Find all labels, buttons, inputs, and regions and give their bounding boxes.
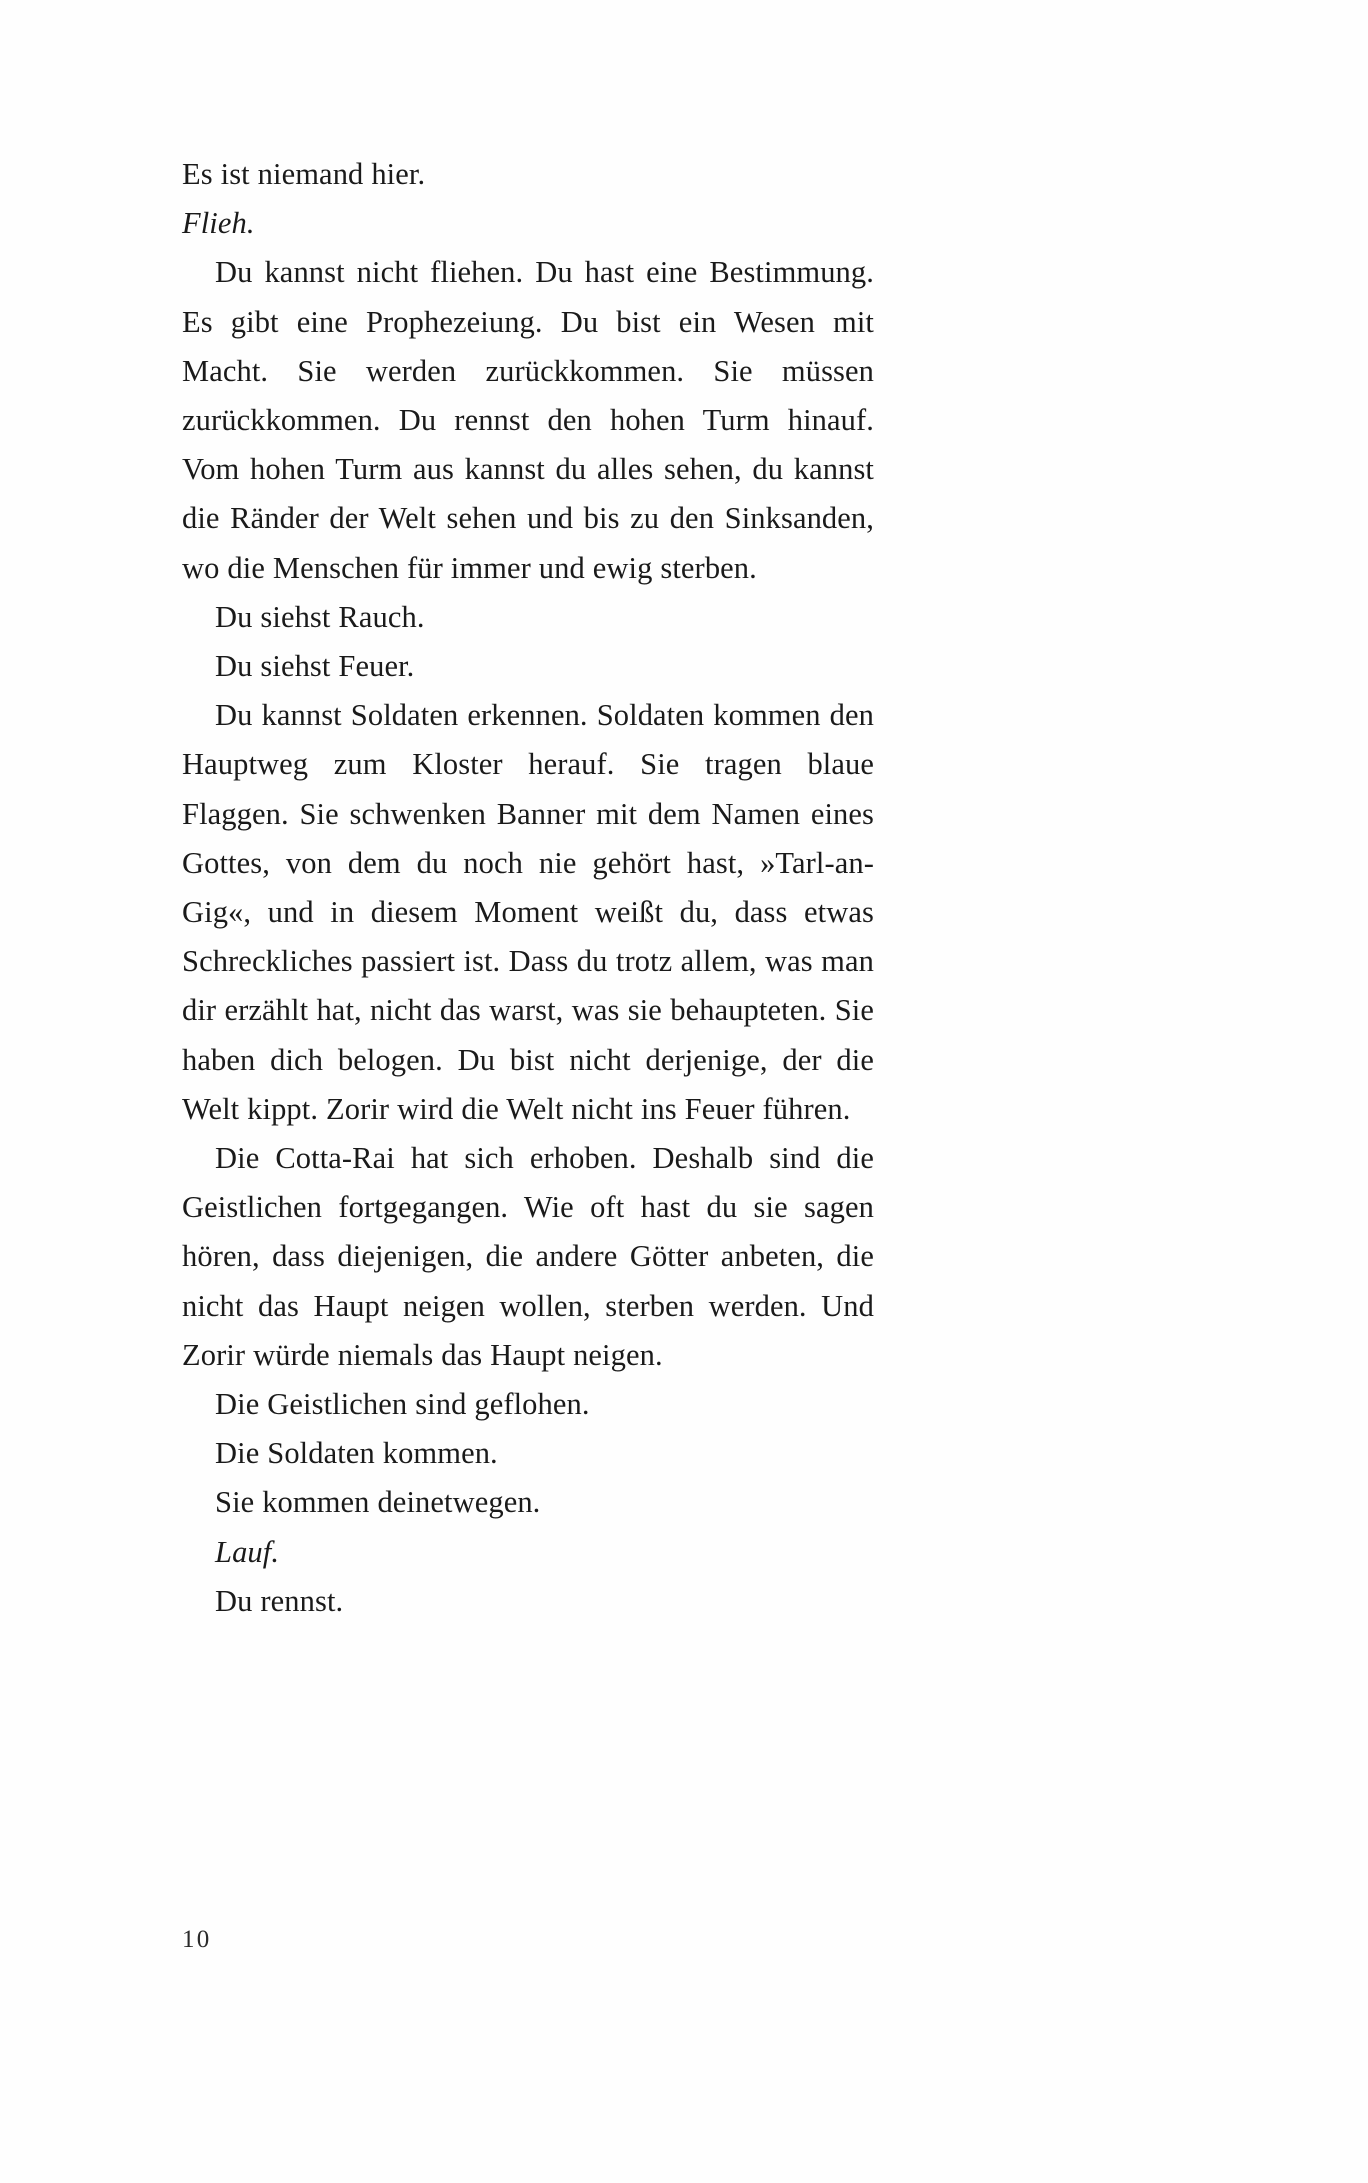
paragraph-du-kannst-nicht-fliehen: Du kannst nicht fliehen. Du hast eine Bestimmung. Es gibt eine Prophezeiung. Du bist ein Wesen mit Macht. Sie werden zurückkommen. Sie müssen zurückkommen. Du rennst den hohen Turm hinauf. Vom hohen Turm aus kannst du alles sehen, du kannst die Ränder der Welt sehen und bis zu den Sinksanden, wo die Menschen für immer und ewig sterben. [182,255,874,585]
text-line-du-rennst: Du rennst. [215,1583,344,1618]
paragraph-die-cotta-rai: Die Cotta-Rai hat sich erhoben. Deshalb sind die Geistlichen fortgegangen. Wie oft hast du sie sagen hören, dass diejenigen, die andere Götter anbeten, die nicht das Haupt neigen wollen, sterben werden. Und Zorir würde niemals das Haupt neigen. [182,1141,874,1372]
text-line-du-siehst-rauch: Du siehst Rauch. [215,599,425,634]
paragraph-du-kannst-soldaten-erkennen: Du kannst Soldaten erkennen. Soldaten kommen den Hauptweg zum Kloster herauf. Sie tragen blaue Flaggen. Sie schwenken Banner mit dem Namen eines Gottes, von dem du noch nie gehört hast, »Tarl-an-Gig«, und in diesem Moment weißt du, dass etwas Schreckliches passiert ist. Dass du trotz allem, was man dir erzählt hat, nicht das warst, was sie behaupteten. Sie haben dich belogen. Du bist nicht derjenige, der die Welt kippt. Zorir wird die Welt nicht ins Feuer führen. [182,698,874,1126]
text-line-die-geistlichen-sind-geflohen: Die Geistlichen sind geflohen. [215,1387,590,1422]
page-number: 10 [182,1926,212,1953]
text-line-sie-kommen-deinetwegen: Sie kommen deinetwegen. [215,1485,541,1520]
page-text-block [182,150,874,1626]
text-line-es-ist-niemand-hier: Es ist niemand hier. [182,157,426,191]
text-line-lauf: Lauf. [215,1534,280,1569]
text-line-du-siehst-feuer: Du siehst Feuer. [215,649,415,684]
text-line-die-soldaten-kommen: Die Soldaten kommen. [215,1436,498,1471]
text-line-flieh: Flieh. [182,206,255,241]
